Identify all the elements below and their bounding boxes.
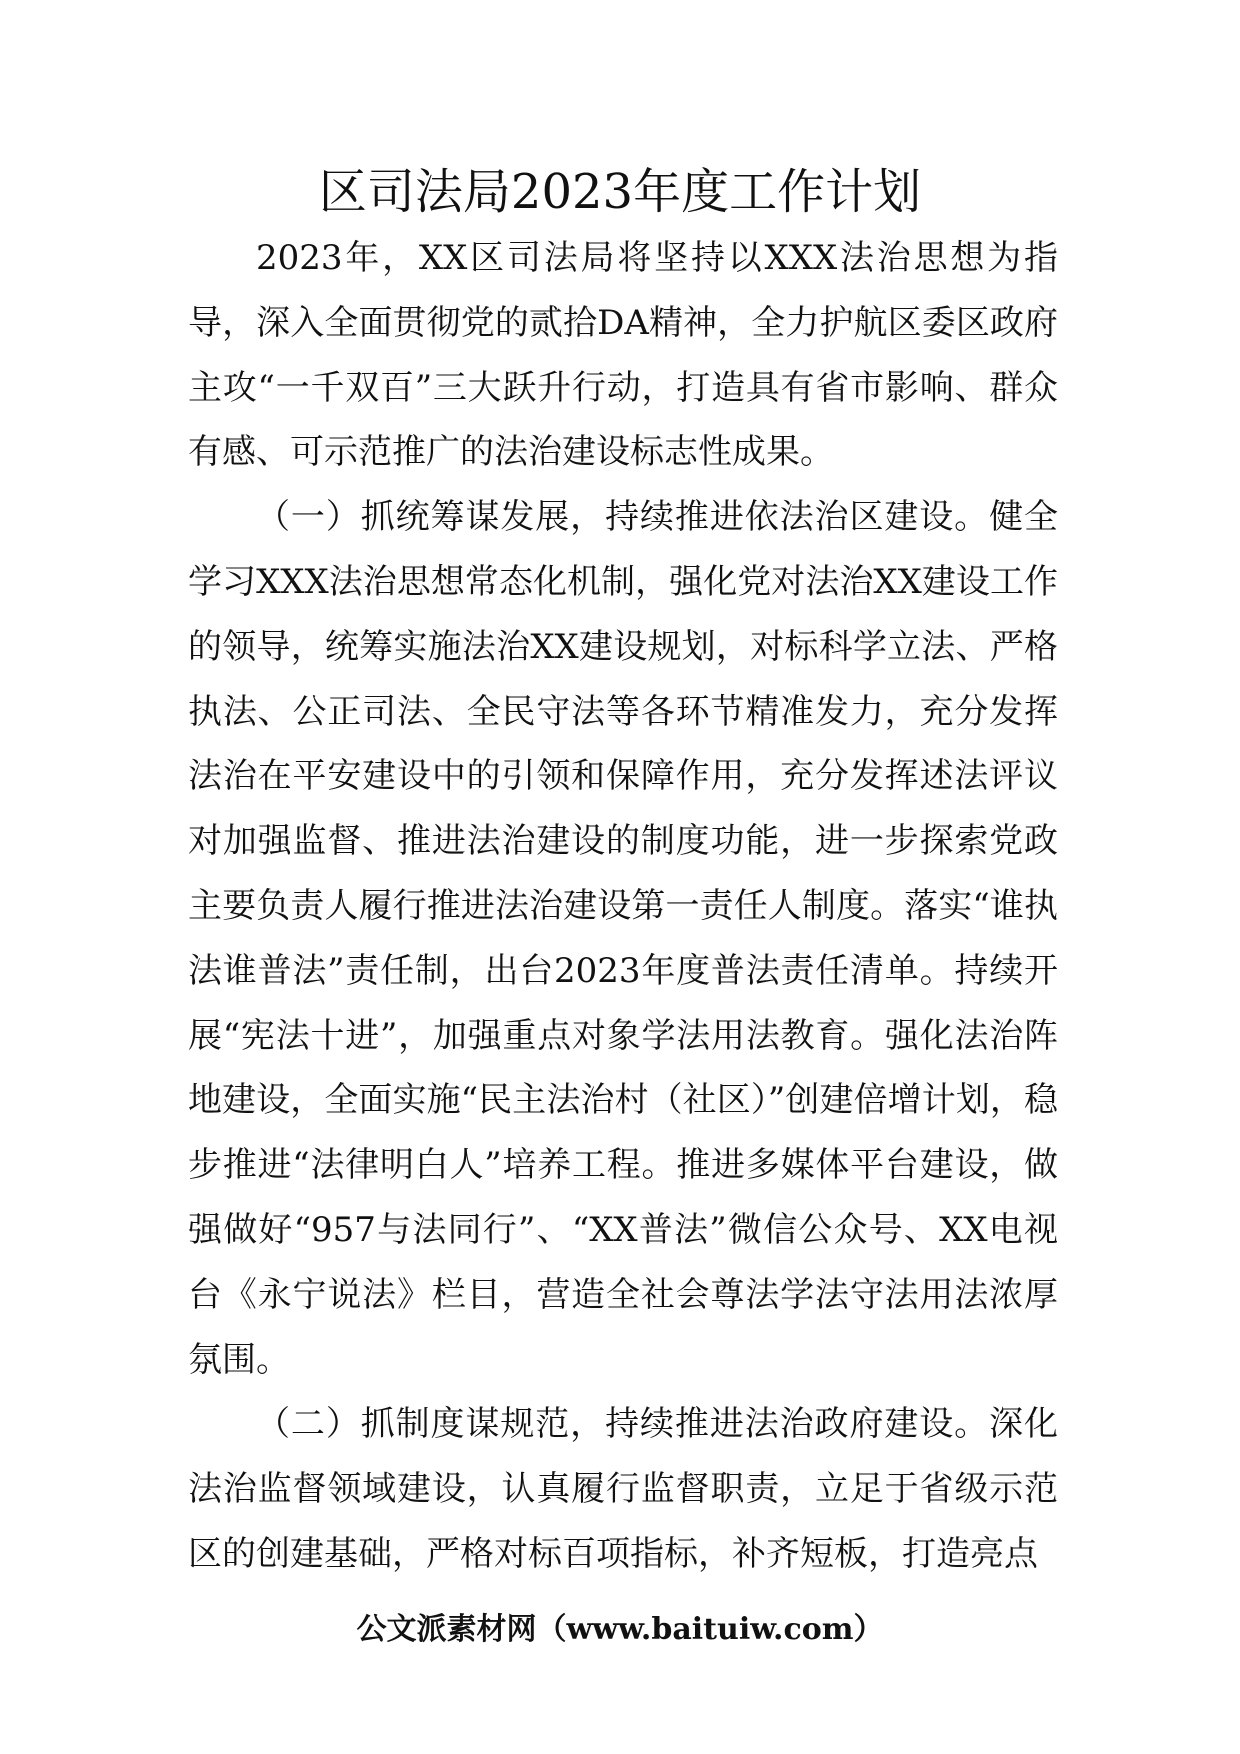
footer-watermark: 公文派素材网（www.baituiw.com） — [356, 1612, 884, 1647]
section-one-paragraph: （一）抓统筹谋发展，持续推进依法治区建设。健全学习XXX法治思想常态化机制，强化党对法治XX建设工作的领导，统筹实施法治XX建设规划，对标科学立法、严格执法、公正司法、全民守法等各环节精准发力，充分发挥法治在平安建设中的引领和保障作用，充分发挥述法评议对加强监督、推进法治建设的制度功能，进一步探索党政主要负责人履行推进法治建设第一责任人制度。落实“谁执法谁普法”责任制，出台2023年度普法责任清单。持续开展“宪法十进”，加强重点对象学法用法教育。强化法治阵地建设，全面实施“民主法治村（社区）”创建倍增计划，稳步推进“法律明白人”培养工程。推进多媒体平台建设，做强做好“957与法同行”、“XX普法”微信公众号、XX电视台《永宁说法》栏目，营造全社会尊法学法守法用法浓厚氛围。 — [188, 497, 1058, 1380]
intro-paragraph: 2023年，XX区司法局将坚持以XXX法治思想为指导，深入全面贯彻党的贰拾DA精神，全力护航区委区政府主攻“一千双百”三大跃升行动，打造具有省市影响、群众有感、可示范推广的法治建设标志性成果。 — [188, 238, 1058, 473]
document-body — [188, 226, 1058, 1587]
document-title: 区司法局2023年度工作计划 — [318, 164, 922, 220]
section-two-paragraph: （二）抓制度谋规范，持续推进法治政府建设。深化法治监督领域建设，认真履行监督职责，立足于省级示范区的创建基础，严格对标百项指标，补齐短板，打造亮点 — [188, 1404, 1058, 1574]
